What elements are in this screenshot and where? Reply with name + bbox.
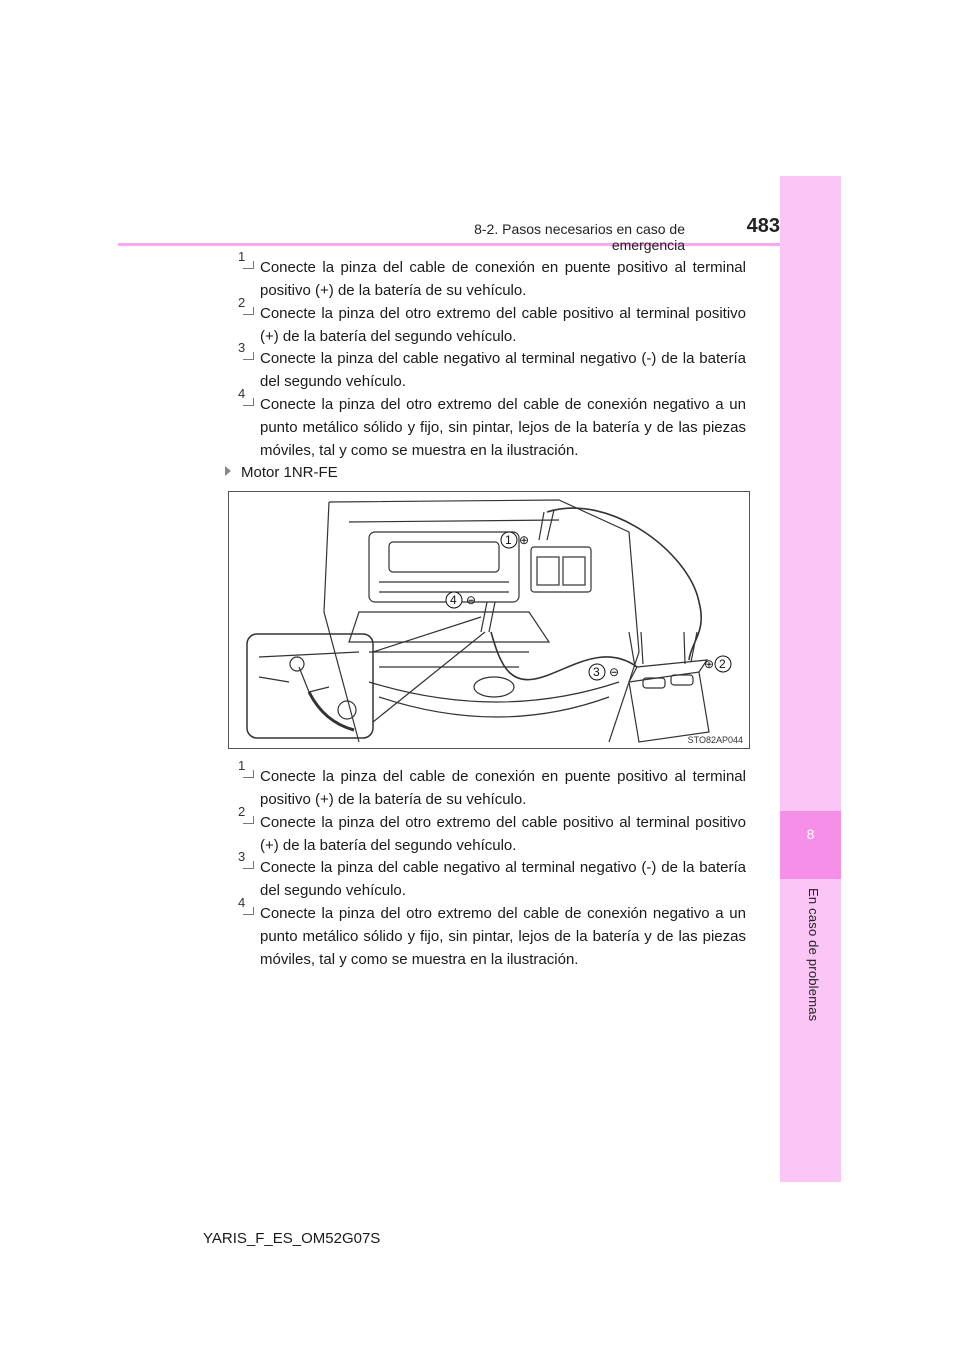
- engine-bay-drawing: [229, 492, 750, 749]
- bullet-text: Motor 1NR-FE: [241, 464, 338, 481]
- step-bottom-1: [238, 758, 746, 811]
- step-top-3: [238, 340, 746, 393]
- step-text: Conecte la pinza del otro extremo del cable de conexión negativo a un punto metálico sólido y fijo, sin pintar, lejos de la batería y de las piezas móviles, tal y como se muestra en la ilustración.: [260, 905, 746, 968]
- step-text: Conecte la pinza del cable de conexión en puente positivo al terminal positivo (+) de la batería de su vehículo.: [260, 259, 746, 299]
- step-number: 1: [238, 758, 252, 772]
- step-number: 3: [238, 849, 252, 863]
- chapter-number: 8: [806, 826, 815, 842]
- step-top-1: [238, 249, 746, 302]
- callout-1: 1: [505, 533, 512, 547]
- chapter-marker: [780, 811, 841, 879]
- step-text: Conecte la pinza del otro extremo del cable de conexión negativo a un punto metálico sólido y fijo, sin pintar, lejos de la batería y de las piezas móviles, tal y como se muestra en la ilustración.: [260, 396, 746, 459]
- step-top-4: [238, 386, 746, 462]
- step-text: Conecte la pinza del cable negativo al terminal negativo (-) de la batería del segundo vehículo.: [260, 350, 746, 390]
- step-number: 4: [238, 386, 252, 400]
- callout-3: 3: [593, 665, 600, 679]
- minus-symbol-3: ⊖: [609, 665, 620, 679]
- step-bottom-3: [238, 849, 746, 902]
- step-number: 4: [238, 895, 252, 909]
- plus-symbol-1: ⊕: [519, 533, 530, 547]
- step-bottom-2: [238, 804, 746, 857]
- step-number: 1: [238, 249, 252, 263]
- figure-code: STO82AP044: [687, 735, 743, 745]
- step-text: Conecte la pinza del cable de conexión en puente positivo al terminal positivo (+) de la batería de su vehículo.: [260, 768, 746, 808]
- step-text: Conecte la pinza del otro extremo del cable positivo al terminal positivo (+) de la batería del segundo vehículo.: [260, 814, 746, 854]
- document-footer-code: YARIS_F_ES_OM52G07S: [203, 1230, 381, 1247]
- callout-4: 4: [450, 593, 457, 607]
- callout-markers: [446, 532, 731, 680]
- chapter-label: En caso de problemas: [806, 888, 821, 1022]
- step-number: 3: [238, 340, 252, 354]
- section-title: 8-2. Pasos necesarios en caso de emergencia: [474, 221, 685, 253]
- plus-symbol-2: ⊕: [704, 657, 715, 671]
- step-bottom-4: [238, 895, 746, 971]
- step-text: Conecte la pinza del cable negativo al terminal negativo (-) de la batería del segundo vehículo.: [260, 859, 746, 899]
- minus-symbol-4: ⊖: [466, 593, 477, 607]
- engine-bullet: [225, 464, 338, 481]
- callout-2: 2: [719, 657, 726, 671]
- step-top-2: [238, 295, 746, 348]
- step-number: 2: [238, 804, 252, 818]
- page-number: 483: [746, 215, 780, 237]
- step-text: Conecte la pinza del otro extremo del cable positivo al terminal positivo (+) de la batería del segundo vehículo.: [260, 305, 746, 345]
- step-number: 2: [238, 295, 252, 309]
- bullet-arrow-icon: [225, 466, 231, 476]
- jump-start-illustration: [228, 491, 750, 749]
